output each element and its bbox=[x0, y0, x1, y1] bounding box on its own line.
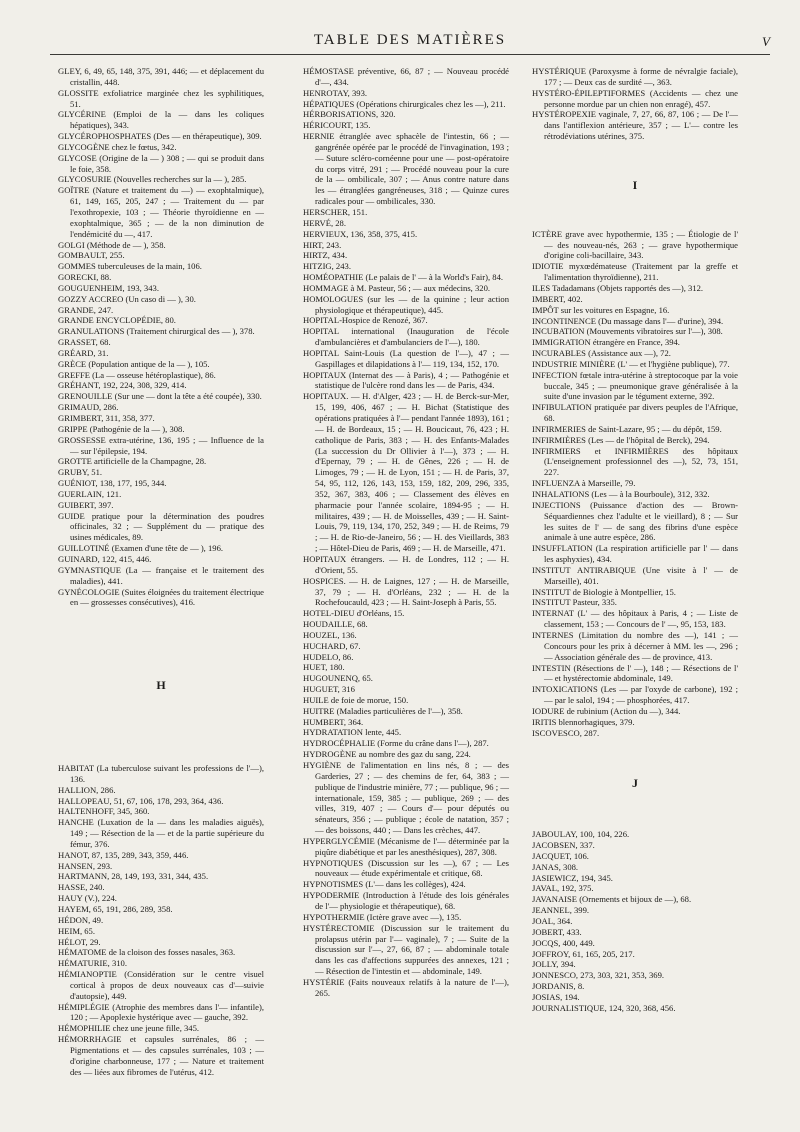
index-entry: INTESTIN (Résections de l' —), 148 ; — Résections de l' — et hystérectomie abdominale, 149. bbox=[532, 662, 738, 684]
index-entry: GORECKI, 88. bbox=[58, 272, 112, 283]
index-entry: HIRTZ, 434. bbox=[303, 250, 348, 261]
index-entry: HAYEM, 65, 191, 286, 289, 358. bbox=[58, 904, 173, 914]
index-entry: HYPNOTIQUES (Discussion sur les —), 67 ; — Les nouveaux — étude expérimentale et critique, 68. bbox=[303, 857, 509, 879]
index-entry: GLYCOGÈNE chez le fœtus, 342. bbox=[58, 141, 177, 152]
index-entry: HANOT, 87, 135, 289, 343, 359, 446. bbox=[58, 849, 189, 860]
index-entry: HARTMANN, 28, 149, 193, 331, 344, 435. bbox=[58, 871, 209, 882]
index-entry: JACOBSEN, 337. bbox=[532, 840, 595, 851]
index-entry: HUGOUNENQ, 65. bbox=[303, 673, 373, 684]
index-entry: HÉMATOME de la cloison des fosses nasales, 363. bbox=[58, 947, 236, 958]
index-entry: GOMMES tuberculeuses de la main, 106. bbox=[58, 261, 202, 272]
index-entry: IMPÔT sur les voitures en Espagne, 16. bbox=[532, 304, 670, 315]
index-entry: HANCHE (Luxation de la — dans les maladies aiguës), 149 ; — Résection de la — et de la partie supérieure du fémur, 376. bbox=[58, 817, 264, 849]
index-entry: HOTEL-DIEU d'Orléans, 15. bbox=[303, 608, 405, 619]
index-entry: HUCHARD, 67. bbox=[303, 640, 361, 651]
index-entry: HYDRATATION lente, 445. bbox=[303, 727, 402, 738]
index-entry: HOPITAL-Hospice de Renozé, 367. bbox=[303, 315, 428, 326]
index-entry: JOLLY, 394. bbox=[532, 959, 576, 970]
index-entry: JOAL, 364. bbox=[532, 916, 573, 926]
index-entry: HYSTÉRIQUE (Paroxysme à forme de névralgie faciale), 177 ; — Deux cas de surdité —, 363. bbox=[532, 66, 738, 87]
index-column-2 bbox=[303, 66, 509, 999]
section-letter: H bbox=[156, 678, 166, 693]
index-entry: INJECTIONS (Puissance d'action des — Brown-Séquardiennes chez l'adulte et le vieillard), 8 ; — Sur les suites de l' — de sang des fibrins d'une espèce animale à une autre espèce, 286. bbox=[532, 499, 738, 543]
index-entry: HABITAT (La tuberculose suivant les professions de l'—), 136. bbox=[58, 763, 264, 784]
index-entry: HALTENHOFF, 345, 360. bbox=[58, 806, 150, 817]
index-entry: GUIBERT, 397. bbox=[58, 499, 114, 510]
index-entry: INFECTION fœtale intra-utérine à streptocoque par la voie buccale, 345 ; — pneumonique grave généralisée à la suite d'une invasion par le tégument externe, 392. bbox=[532, 369, 738, 402]
index-entry: GRUBY, 51. bbox=[58, 467, 103, 478]
index-entry: INSUFFLATION (La respiration artificielle par l' — dans les asphyxies), 434. bbox=[532, 543, 738, 565]
index-entry: INSTITUT Pasteur, 335. bbox=[532, 597, 617, 608]
index-entry: HENROTAY, 393. bbox=[303, 87, 368, 98]
index-entry: INFIRMIÈRES (Les — de l'hôpital de Berck), 294. bbox=[532, 434, 710, 445]
index-entry: IMMIGRATION étrangère en France, 394. bbox=[532, 337, 680, 348]
index-entry: GLEY, 6, 49, 65, 148, 375, 391, 446; — et déplacement du cristallin, 448. bbox=[58, 66, 264, 87]
index-entry: GOZZY ACCREO (Un caso di — ), 30. bbox=[58, 293, 196, 304]
index-entry: JAVANAISE (Ornements et bijoux de —), 68. bbox=[532, 894, 692, 905]
index-entry: GRÉARD, 31. bbox=[58, 347, 109, 358]
index-entry: GREFFE (La — osseuse hétéroplastique), 86. bbox=[58, 369, 216, 380]
index-entry: HYGIÈNE de l'alimentation en lins nés, 8 ; — des Garderies, 27 ; — des chemins de fer, 64, 383 ; — publique de l'industrie minière, 77 ; — publique, 96 ; — internationale, 159, 385 ; — publique, 269 ; — des villes, 319, 407 ; — Cours d'— pour députés ou sénateurs, 356 ; — publique ; école de natation, 357 ; — des boissons, 440 ; — Dans les crèches, 447. bbox=[303, 760, 509, 836]
index-entry: INSTITUT de Biologie à Montpellier, 15. bbox=[532, 586, 676, 597]
index-entry: HÉMORRHAGIE et capsules surrénales, 86 ; — Pigmentations et — des capsules surrénales, 103 ; — d'origine charbonneuse, 177 ; — Nature et traitement des — liées aux fibromes de l'utérus, 412. bbox=[58, 1034, 264, 1077]
index-entry: HYPODERMIE (Introduction à l'étude des lois générales de l'— physiologie et thérapeutique), 68. bbox=[303, 890, 509, 911]
index-entry: INTOXICATIONS (Les — par l'oxyde de carbone), 192 ; — par le salol, 194 ; — phosphorées, 417. bbox=[532, 684, 738, 706]
index-entry: HIRT, 243. bbox=[303, 239, 342, 250]
index-entry: GLYCOSE (Origine de la — ) 308 ; — qui se produit dans le foie, 358. bbox=[58, 152, 264, 174]
index-entry: JOSIAS, 194. bbox=[532, 991, 580, 1002]
index-entry: HAUY (V.), 224. bbox=[58, 893, 117, 904]
index-entry: HEIM, 65. bbox=[58, 925, 95, 936]
index-entry: GUÉNIOT, 138, 177, 195, 344. bbox=[58, 478, 167, 489]
index-entry: GLYCÉROPHOSPHATES (Des — en thérapeutique), 309. bbox=[58, 131, 262, 142]
index-entry: HOPITAL international (Inauguration de l'école d'ambulancières et d'ambulanciers de l'—), 180. bbox=[303, 326, 509, 348]
index-entry: INCURABLES (Assistance aux —), 72. bbox=[532, 348, 671, 359]
index-entry: JABOULAY, 100, 104, 226. bbox=[532, 829, 630, 840]
index-entry: INFIBULATION pratiquée par divers peuples de l'Afrique, 68. bbox=[532, 402, 738, 424]
index-entry: HALLION, 286. bbox=[58, 784, 116, 795]
index-entry: ICTÈRE grave avec hypothermie, 135 ; — Étiologie de l' — des nouveau-nés, 263 ; — grave hypothermique d'origine coli-bacillaire, 343. bbox=[532, 228, 738, 261]
index-entry: GUINARD, 122, 415, 446. bbox=[58, 553, 152, 564]
index-entry: HERVÉ, 28. bbox=[303, 217, 346, 228]
index-entry: HOPITAUX étrangers. — H. de Londres, 112 ; — H. d'Orient, 55. bbox=[303, 553, 509, 575]
index-entry: HÉLOT, 29. bbox=[58, 936, 101, 947]
index-entry: HALLOPEAU, 51, 67, 106, 178, 293, 364, 436. bbox=[58, 795, 224, 806]
index-entry: JAVAL, 192, 375. bbox=[532, 883, 594, 894]
index-entry: INTERNAT (L' — des hôpitaux à Paris, 4 ; — Liste de classement, 153 ; — Concours de l' —, 95, 153, 183. bbox=[532, 608, 738, 630]
index-entry: HUET, 180. bbox=[303, 662, 345, 673]
index-entry: HASSE, 240. bbox=[58, 882, 105, 893]
index-entry: HOPITAL Saint-Louis (La question de l'—), 47 ; — Gaspillages et dilapidations à l'— 119, 134, 152, 170. bbox=[303, 347, 509, 369]
index-entry: HANSEN, 293. bbox=[58, 860, 113, 871]
index-entry: HÉMOSTASE préventive, 66, 87 ; — Nouveau procédé d'—, 434. bbox=[303, 66, 509, 87]
index-entry: JOURNALISTIQUE, 124, 320, 368, 456. bbox=[532, 1002, 676, 1013]
index-entry: GROTTE artificielle de la Champagne, 28. bbox=[58, 456, 207, 467]
index-entry: GRANDE, 247. bbox=[58, 304, 114, 315]
index-entry: INTERNES (Limitation du nombre des —), 141 ; — Concours pour les prix à décerner à MM. les —, 296 ; — Association générale des — de province, 413. bbox=[532, 629, 738, 662]
index-entry: HÉRICOURT, 135. bbox=[303, 120, 371, 131]
index-entry: HYDROCÉPHALIE (Forme du crâne dans l'—), 287. bbox=[303, 738, 489, 749]
index-entry: GRIMBERT, 311, 358, 377. bbox=[58, 413, 155, 423]
index-entry: INDUSTRIE MINIÈRE (L' — et l'hygiène publique), 77. bbox=[532, 358, 730, 369]
index-entry: INCONTINENCE (Du massage dans l'— d'urine), 394. bbox=[532, 315, 724, 326]
index-entry: HYSTÉRO-ÉPILEPTIFORMES (Accidents — chez une personne mordue par un chien non enragé), 457. bbox=[532, 87, 738, 109]
index-entry: IDIOTIE myxœdémateuse (Traitement par la greffe et l'alimentation thyroïdienne), 211. bbox=[532, 261, 738, 283]
index-entry: GLOSSITE exfoliatrice marginée chez les syphilitiques, 51. bbox=[58, 87, 264, 109]
index-entry: HOUZEL, 136. bbox=[303, 629, 357, 640]
index-entry: HERVIEUX, 136, 358, 375, 415. bbox=[303, 228, 418, 239]
index-entry: GOMBAULT, 255. bbox=[58, 250, 125, 261]
index-entry: INFLUENZA à Marseille, 79. bbox=[532, 478, 636, 489]
index-entry: GRENOUILLE (Sur une — dont la tête a été coupée), 330. bbox=[58, 391, 262, 402]
index-entry: GRANULATIONS (Traitement chirurgical des — ), 378. bbox=[58, 326, 255, 337]
index-entry: INSTITUT ANTIRABIQUE (Une visite à l' — de Marseille), 401. bbox=[532, 564, 738, 586]
index-entry: GUILLOTINÉ (Examen d'une tête de — ), 196. bbox=[58, 543, 224, 554]
index-entry: GRIMAUD, 286. bbox=[58, 402, 119, 413]
index-entry: JORDANIS, 8. bbox=[532, 981, 585, 992]
index-entry: HYDROGÈNE au nombre des gaz du sang, 224. bbox=[303, 749, 471, 760]
index-entry: GRÉHANT, 192, 224, 308, 329, 414. bbox=[58, 380, 187, 391]
section-letter: I bbox=[632, 177, 638, 192]
index-entry: INFIRMERIES de Saint-Lazare, 95 ; — du dépôt, 159. bbox=[532, 423, 722, 434]
index-entry: IMBERT, 402. bbox=[532, 293, 583, 304]
index-entry: HOSPICES. — H. de Laignes, 127 ; — H. de Marseille, 37, 79 ; — H. d'Orléans, 232 ; — H. de la Rochefoucauld, 423 ; — H. Saint-Joseph à Paris, 55. bbox=[303, 575, 509, 608]
index-entry: GROSSESSE extra-utérine, 136, 195 ; — Influence de la — sur l'épilepsie, 194. bbox=[58, 434, 264, 456]
index-entry: GLYCÉRINE (Emploi de la — dans les coliques hépatiques), 343. bbox=[58, 109, 264, 131]
index-entry: HITZIG, 243. bbox=[303, 261, 351, 272]
index-entry: HYPOTHERMIE (Ictère grave avec —), 135. bbox=[303, 911, 462, 922]
index-entry: GYMNASTIQUE (La — française et le traitement des maladies), 441. bbox=[58, 564, 264, 586]
index-entry: HOPITAUX (Internat des — à Paris), 4 ; — Pathogénie et statistique de l'ulcère rond dans les — de Paris, 434. bbox=[303, 369, 509, 391]
index-entry: HÉMIPLÉGIE (Atrophie des membres dans l'— infantile), 120 ; — Apoplexie hystérique avec — gauche, 392. bbox=[58, 1001, 264, 1023]
index-entry: JONNESCO, 273, 303, 321, 353, 369. bbox=[532, 970, 665, 981]
index-entry: HÉMATURIE, 310. bbox=[58, 958, 127, 969]
index-entry: INFIRMIERS et INFIRMIÈRES des hôpitaux (L'enseignement professionnel des —), 52, 73, 151, 227. bbox=[532, 445, 738, 478]
index-entry: HÉMOPHILIE chez une jeune fille, 345. bbox=[58, 1023, 200, 1034]
index-entry: IODURE de rubinium (Action du —), 344. bbox=[532, 705, 681, 716]
index-entry: JANAS, 308. bbox=[532, 861, 579, 872]
index-entry: GOÏTRE (Nature et traitement du —) — exophtalmique), 61, 149, 165, 205, 247 ; — Traitement du — par l'exothropexie, 103 ; — Théorie thyroïdienne en — exophtalmique, 365 ; — de la non diminution de l'endémicité du —, 417. bbox=[58, 185, 264, 239]
section-letter: J bbox=[632, 776, 638, 791]
index-entry: HUITRE (Maladies particulières de l'—), 358. bbox=[303, 705, 463, 716]
index-entry: INCUBATION (Mouvements vibratoires sur l'—), 308. bbox=[532, 326, 723, 337]
index-entry: HYSTÉRIE (Faits nouveaux relatifs à la nature de l'—), 265. bbox=[303, 976, 509, 998]
index-entry: HÉMIANOPTIE (Considération sur le centre visuel cortical à propos de deux nouveaux cas d'—suivie d'autopsie), 449. bbox=[58, 969, 264, 1001]
index-entry: INHALATIONS (Les — à la Bourboule), 312, 332. bbox=[532, 489, 710, 499]
index-entry: HERNIE étranglée avec sphacèle de l'intestin, 66 ; — gangrénée opérée par le procédé de l'invagination, 193 ; — Suture scléro-cornéenne pour une — post-opératoire du corps vitré, 291 ; — Procédé nouveau pour la cure de la — ombilicale, 307 ; — Anus contre nature dans les — étranglées gangréneuses, 318 ; — Quinze cures radicales pour — ombilicales, 330. bbox=[303, 131, 509, 207]
index-entry: ISCOVESCO, 287. bbox=[532, 727, 600, 738]
index-entry: HOMÉOPATHIE (Le palais de l' — à la World's Fair), 84. bbox=[303, 272, 504, 283]
page-number: V bbox=[762, 34, 770, 49]
index-entry: ILES Tadadamans (Objets rapportés des —), 312. bbox=[532, 282, 704, 293]
index-entry: HUDELO, 86. bbox=[303, 651, 354, 662]
index-entry: HÉRBORISATIONS, 320. bbox=[303, 109, 396, 120]
index-entry: JOFFROY, 61, 165, 205, 217. bbox=[532, 948, 635, 959]
page-header bbox=[50, 26, 770, 55]
index-entry: HÉDON, 49. bbox=[58, 914, 104, 925]
index-column-1 bbox=[58, 66, 264, 1078]
index-entry: GRIPPE (Pathogénie de la — ), 308. bbox=[58, 423, 185, 434]
index-entry: JOBERT, 433. bbox=[532, 926, 582, 937]
index-entry: HYSTÉRECTOMIE (Discussion sur le traitement du prolapsus utérin par l'— vaginale), 7 ; — Suite de la discussion sur l'—, 27, 66, 87 ; — abdominale totale dans les cas d'affections suppurées des annexes, 121 ; — Résection de l'intestin et — abdominale, 149. bbox=[303, 922, 509, 977]
index-entry: HOPITAUX. — H. d'Alger, 423 ; — H. de Berck-sur-Mer, 15, 199, 406, 467 ; — H. Bichat (Statistique des opérations pratiquées à l'— pendant l'année 1893), 161 ; — H. de Bordeaux, 15 ; — H. Boucicaut, 76, 423 ; H. catholique de Paris, 383 ; — H. des Enfants-Malades (La succession du Dr Ollivier à l'—), 373 ; — H. d'Epernay, 79 ; — H. de Gênes, 226 ; — H. de Limoges, 79 ; — H. de Lyon, 151 ; — H. de Paris, 37, 54, 95, 112, 126, 143, 153, 159, 182, 209, 296, 335, 352, 367, 383, 406 ; — Classement des élèves en pharmacie pour l'année scolaire, 1894-95 ; — H. militaires, 439 ; — H. de Moisselles, 439 ; — H. Saint-Louis, 79, 119, 134, 170, 252, 349 ; — H. de Reims, 79 ; — H. de Rio-de-Janeiro, 56 ; — H. des Vieillards, 383 ; — Hôtel-Dieu de Paris, 469 ; — H. de Marseille, 471. bbox=[303, 391, 509, 554]
index-entry: GRÈCE (Population antique de la — ), 105. bbox=[58, 358, 210, 369]
index-entry: IRITIS blennorhagiques, 379. bbox=[532, 716, 635, 727]
index-entry: HÉPATIQUES (Opérations chirurgicales chez les —), 211. bbox=[303, 98, 506, 109]
index-entry: GRASSET, 68. bbox=[58, 337, 111, 348]
index-column-3 bbox=[532, 66, 738, 1014]
index-entry: JACQUET, 106. bbox=[532, 850, 589, 861]
index-entry: HYSTÉROPEXIE vaginale, 7, 27, 66, 87, 106 ; — De l'— dans l'antiflexion antérieure, 357 ; — L'— contre les rétrodéviations utérines, 375. bbox=[532, 109, 738, 142]
running-title: TABLE DES MATIÈRES bbox=[313, 32, 507, 48]
index-entry: HYPERGLYCÉMIE (Mécanisme de l'— déterminée par la piqûre diabétique et par les anesthésiques), 287, 308. bbox=[303, 835, 509, 857]
index-entry: GYNÉCOLOGIE (Suites éloignées du traitement électrique en — grossesses consécutives), 416. bbox=[58, 586, 264, 608]
index-entry: HOUDAILLE, 68. bbox=[303, 619, 368, 630]
index-entry: HERSCHER, 151. bbox=[303, 206, 368, 217]
index-entry: GUERLAIN, 121. bbox=[58, 488, 122, 499]
index-entry: HUILE de foie de morue, 150. bbox=[303, 694, 409, 705]
index-entry: GOLGI (Méthode de — ), 358. bbox=[58, 239, 166, 250]
index-entry: JASIEWICZ, 194, 345. bbox=[532, 872, 613, 883]
index-entry: HYPNOTISMES (L'— dans les collèges), 424. bbox=[303, 879, 466, 890]
index-entry: GLYCOSURIE (Nouvelles recherches sur la — ), 285. bbox=[58, 174, 247, 185]
index-entry: GOUGUENHEIM, 193, 343. bbox=[58, 282, 159, 293]
index-entry: GRANDE ENCYCLOPÉDIE, 80. bbox=[58, 315, 176, 326]
index-entry: HUMBERT, 364. bbox=[303, 716, 364, 727]
index-entry: HOMOLOGUES (sur les — de la quinine ; leur action physiologique et thérapeutique), 445. bbox=[303, 293, 509, 315]
index-entry: GUIDE pratique pour la détermination des poudres officinales, 32 ; — Supplément du — pratique des usines médicales, 89. bbox=[58, 510, 264, 543]
index-entry: HOMMAGE à M. Pasteur, 56 ; — aux médecins, 320. bbox=[303, 282, 491, 293]
index-entry: JOCQS, 400, 449. bbox=[532, 937, 595, 948]
index-entry: JEANNEL, 399. bbox=[532, 905, 590, 916]
index-entry: HUGUET, 316 bbox=[303, 684, 355, 695]
